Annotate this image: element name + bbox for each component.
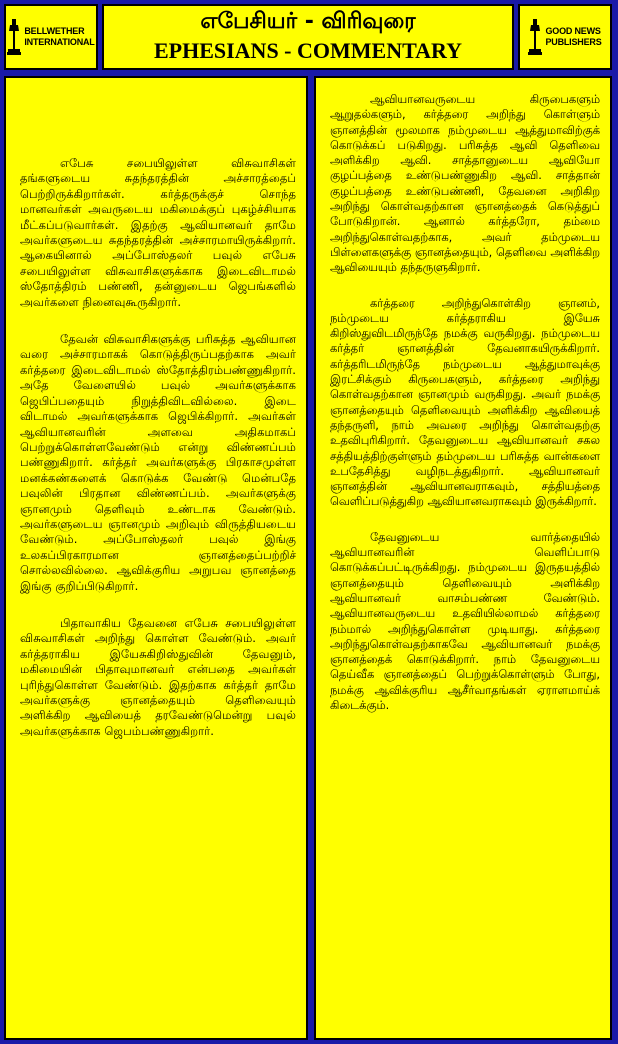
title-box <box>102 4 514 70</box>
header <box>4 4 612 70</box>
right-column <box>314 76 612 1040</box>
title-tamil: எபேசியர் - விரிவுரை <box>200 9 416 34</box>
left-logo-line2: INTERNATIONAL <box>24 37 95 47</box>
good-news-logo <box>518 4 612 70</box>
lamp-icon <box>7 19 21 55</box>
content-area <box>4 76 612 1040</box>
right-logo-line1: GOOD NEWS <box>545 26 601 36</box>
left-logo-line1: BELLWETHER <box>24 26 85 36</box>
paragraph: தேவன் விசுவாசிகளுக்கு பரிசுத்த ஆவியான வரை அச்சாரமாகக் கொடுத்திருப்பதற்காக அவர் கர்த்தரை இடைவிடாமல் ஸ்தோத்திரம்பண்ணுகிறார். அதே வேளையில் பவுல் அவர்களுக்காக ஜெபிப்பதையும் நிறுத்திவிடவில்லை. இடை விடாமல் அவர்களுக்காக ஜெபிக்கிறார். அவர்கள் ஆவியானவரின் அளவை அதிகமாகப் பெற்றுக்கொள்ளவேண்டும் என்று விண்ணப்பம் பண்ணுகிறார். கர்த்தர் அவர்களுக்கு பிரகாசமுள்ள மனக்கண்களைக் கொடுக்க வேண்டு மென்பதே பவுலின் பிரதான விண்ணப்பம். அவர்களுக்கு ஞானமும் தெளிவும் உண்டாக வேண்டும். அவர்களுடைய ஞானமும் அறிவும் விருத்தியடைய வேண்டும். அப்போஸ்தலர் பவுல் இங்கு உலகப்பிரகாரமான ஞானத்தைப்பற்றிச் சொல்லவில்லை. ஆவிக்குரிய அறுபவ ஞானத்தை இங்கு குறிப்பிடுகிறார். <box>20 332 296 593</box>
paragraph: பிதாவாகிய தேவனை எபேசு சபையிலுள்ள விசுவாசிகள் அறிந்து கொள்ள வேண்டும். அவர் கர்த்தராகிய இயேசுகிறிஸ்துவின் தேவனும், மகிமையின் பிதாவுமானவர் என்பதை அவர்கள் புரிந்துகொள்ள வேண்டும். இதற்காக கர்த்தர் தாமே அவர்களுக்கு ஞானத்தையும் தெளிவையும் அளிக்கிற ஆவியைத் தரவேண்டுமென்று பவுல் அவர்களுக்காக ஜெபம்பண்ணுகிறார். <box>20 615 296 738</box>
lamp-icon <box>528 19 542 55</box>
left-column <box>4 76 308 1040</box>
paragraph: தேவனுடைய வார்த்தையில் ஆவியானவரின் வெளிப்பாடு கொடுக்கப்பட்டிருக்கிறது. நம்முடைய இருதயத்தில் ஞானத்தையும் தெளிவையும் அளிக்கிற ஆவியானவர் வாசம்பண்ண வேண்டும். ஆவியானவருடைய உதவியில்லாமல் கர்த்தரை நம்மால் அறிந்துகொள்ள முடியாது. கர்த்தரை அறிந்துகொள்வதற்காகவே ஆவியானவர் நமக்கு ஞானத்தைக் கொடுக்கிறார். நாம் தேவனுடைய தெய்வீக ஞானத்தைப் பெற்றுக்கொள்ளும் போது, நமக்கு ஆவிக்குரிய ஆசீர்வாதங்கள் ஏராளமாய்க் கிடைக்கும். <box>330 529 600 712</box>
paragraph: எபேசு சபையிலுள்ள விசுவாசிகள் தங்களுடைய சுதந்தரத்தின் அச்சாரத்தைப் பெற்றிருக்கிறார்கள். கர்த்தருக்குச் சொந்த மானவர்கள் அவருடைய மகிமைக்குப் புகழ்ச்சியாக மீட்கப்படுவார்கள். இதற்கு ஆவியானவர் தாமே அவர்களுடைய சுதந்தரத்தின் அச்சாரமாயிருக்கிறார். ஆகையினால் அப்போஸ்தலர் பவுல் எபேசு சபையிலுள்ள விசுவாசிகளுக்காக இடைவிடாமல் ஸ்தோத்திரம் பண்ணி, தன்னுடைய ஜெபங்களில் அவர்களை நினைவுகூருகிறார். <box>20 156 296 309</box>
title-english: EPHESIANS - COMMENTARY <box>153 38 463 63</box>
bellwether-logo <box>4 4 98 70</box>
paragraph: கர்த்தரை அறிந்துகொள்கிற ஞானம், நம்முடைய கர்த்தராகிய இயேசு கிறிஸ்துவிடமிருந்தே நமக்கு வருகிறது. நம்முடைய கர்த்தர் ஞானத்தின் தேவனாகயிருக்கிறார். கர்த்தரிடமிருந்தே நம்முடைய ஆத்துமாவுக்கு இரட்சிக்கும் கிருபைகளும், கர்த்தரை அறிந்து கொள்வதற்கான ஞானமும் வருகிறது. அவர் நமக்கு ஞானத்தையும் தெளிவையும் அளிக்கிற ஆவியைத் தந்தருளி, நாம் அவரை அறிந்து கொள்வதற்கு உதவிபுரிகிறார். தேவனுடைய ஆவியானவர் சகல சத்தியத்திற்குள்ளும் தம்முடைய பரிசுத்த வான்களை உபதேசித்து வழிநடத்துகிறார். ஆவியானவர் ஞானத்தின் ஆவியானவராகவும், சத்தியத்தை வெளிப்படுத்துகிற ஆவியானவராகவும் இருக்கிறார். <box>330 295 600 509</box>
paragraph: ஆவியானவருடைய கிருபைகளும் ஆறுதல்களும், கர்த்தரை அறிந்து கொள்ளும் ஞானத்தின் மூலமாக நம்முடைய ஆத்துமாவிற்குக் கொடுக்கப் படுகிறது. பரிசுத்த ஆவி தெளிவை அளிக்கிற ஆவி. சாத்தானுடைய ஆவியோ குழப்பத்தை உண்டுபண்ணுகிற ஆவி. சாத்தான் குழப்பத்தை உண்டுபண்ணி, தேவனை அறிகிற அறிந்து கொள்வதற்கான ஞானத்தைக் கெடுத்துப் போடுகிறான். ஆனால் கர்த்தரோ, தம்மை அறிந்துகொள்வதற்காக, அவர் தம்முடைய பிள்ளைகளுக்கு ஞானத்தையும், தெளிவை அளிக்கிற ஆவியையும் தந்தருளுகிறார். <box>330 92 600 275</box>
right-logo-line2: PUBLISHERS <box>545 37 602 47</box>
